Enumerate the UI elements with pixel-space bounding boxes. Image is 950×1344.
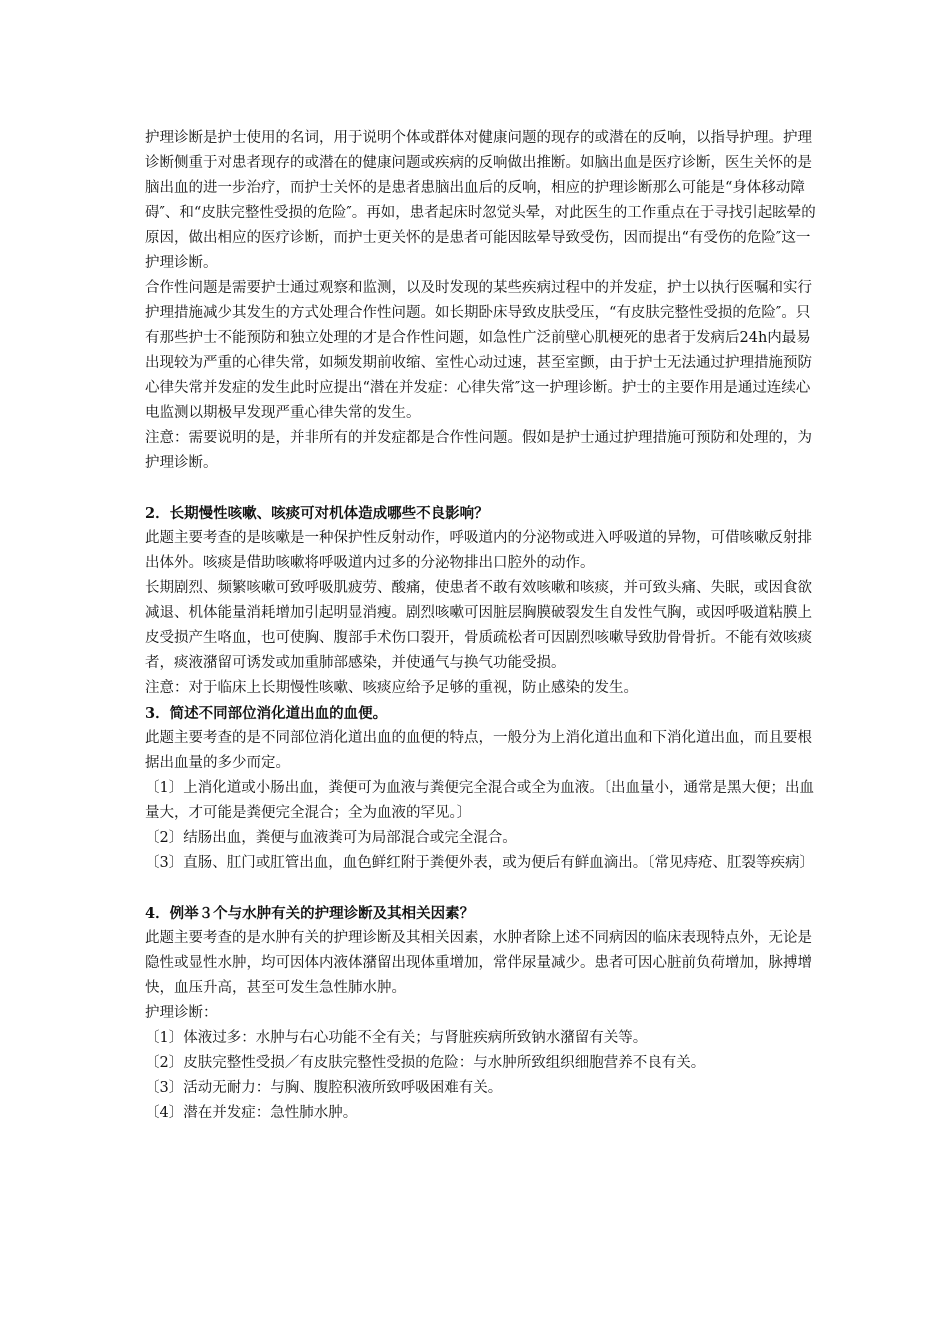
- list-item: 〔1〕上消化道或小肠出血，粪便可为血液与粪便完全混合或全为血液。〔出血量小，通常是黑大便；出血量大，才可能是粪便完全混合；全为血液的罕见。〕: [145, 780, 814, 821]
- document-page: [145, 126, 820, 1126]
- list-item: 〔3〕活动无耐力：与胸、腹腔积液所致呼吸困难有关。: [145, 1080, 503, 1096]
- section-edema: [145, 901, 820, 1126]
- paragraph: 长期剧烈、频繁咳嗽可致呼吸肌疲劳、酸痛，使患者不敢有效咳嗽和咳痰，并可致头痛、失眠，或因食欲减退、机体能量消耗增加引起明显消瘦。剧烈咳嗽可因脏层胸膜破裂发生自发性气胸，或因呼吸道粘膜上皮受损产生咯血，也可使胸、腹部手术伤口裂开，骨质疏松者可因剧烈咳嗽导致肋骨骨折。不能有效咳痰者，痰液潴留可诱发或加重肺部感染，并使通气与换气功能受损。: [145, 580, 812, 671]
- paragraph: 护理诊断：: [145, 1005, 218, 1021]
- paragraph: 注意：对于临床上长期慢性咳嗽、咳痰应给予足够的重视，防止感染的发生。: [145, 680, 638, 696]
- section-gi-bleeding: [145, 701, 820, 876]
- question-heading: 4．例举３个与水肿有关的护理诊断及其相关因素？: [145, 905, 475, 922]
- section-nursing-diagnosis: [145, 126, 820, 476]
- paragraph: 此题主要考查的是不同部位消化道出血的血便的特点，一般分为上消化道出血和下消化道出血，而且要根据出血量的多少而定。: [145, 730, 812, 771]
- spacer: [145, 876, 820, 901]
- paragraph: 此题主要考查的是水肿有关的护理诊断及其相关因素，水肿者除上述不同病因的临床表现特点外，无论是隐性或显性水肿，均可因体内液体潴留出现体重增加，常伴尿量减少。患者可因心脏前负荷增加，脉搏增快，血压升高，甚至可发生急性肺水肿。: [145, 930, 812, 996]
- list-item: 〔1〕体液过多：水肿与右心功能不全有关；与肾脏疾病所致钠水潴留有关等。: [145, 1030, 648, 1046]
- list-item: 〔4〕潜在并发症：急性肺水肿。: [145, 1105, 358, 1121]
- question-heading: 2．长期慢性咳嗽、咳痰可对机体造成哪些不良影响？: [145, 505, 489, 522]
- paragraph: 合作性问题是需要护士通过观察和监测，以及时发现的某些疾病过程中的并发症，护士以执行医嘱和实行护理措施减少其发生的方式处理合作性问题。如长期卧床导致皮肤受压，“有皮肤完整性受损的危险″。只有那些护士不能预防和独立处理的才是合作性问题，如急性广泛前壁心肌梗死的患者于发病后24h内最易出现较为严重的心律失常，如频发期前收缩、室性心动过速，甚至室颤，由于护士无法通过护理措施预防心律失常并发症的发生此时应提出“潜在并发症：心律失常″这一护理诊断。护士的主要作用是通过连续心电监测以期极早发现严重心律失常的发生。: [145, 280, 812, 421]
- paragraph: 此题主要考查的是咳嗽是一种保护性反射动作，呼吸道内的分泌物或进入呼吸道的异物，可借咳嗽反射排出体外。咳痰是借助咳嗽将呼吸道内过多的分泌物排出口腔外的动作。: [145, 530, 812, 571]
- spacer: [145, 476, 820, 501]
- paragraph: 护理诊断是护士使用的名词，用于说明个体或群体对健康问题的现存的或潜在的反响，以指导护理。护理诊断侧重于对患者现存的或潜在的健康问题或疾病的反响做出推断。如脑出血是医疗诊断，医生关怀的是脑出血的进一步治疗，而护士关怀的是患者患脑出血后的反响，相应的护理诊断那么可能是“身体移动障碍″、和“皮肤完整性受损的危险″。再如，患者起床时忽觉头晕，对此医生的工作重点在于寻找引起眩晕的原因，做出相应的医疗诊断，而护士更关怀的是患者可能因眩晕导致受伤，因而提出“有受伤的危险″这一护理诊断。: [145, 130, 816, 271]
- section-chronic-cough: [145, 501, 820, 701]
- paragraph: 注意：需要说明的是，并非所有的并发症都是合作性问题。假如是护士通过护理措施可预防和处理的，为护理诊断。: [145, 430, 812, 471]
- list-item: 〔3〕直肠、肛门或肛管出血，血色鲜红附于粪便外表，或为便后有鲜血滴出。〔常见痔疮、肛裂等疾病〕: [145, 855, 814, 871]
- list-item: 〔2〕结肠出血，粪便与血液粪可为局部混合或完全混合。: [145, 830, 517, 846]
- question-heading: 3．简述不同部位消化道出血的血便。: [145, 705, 388, 722]
- list-item: 〔2〕皮肤完整性受损／有皮肤完整性受损的危险：与水肿所致组织细胞营养不良有关。: [145, 1055, 706, 1071]
